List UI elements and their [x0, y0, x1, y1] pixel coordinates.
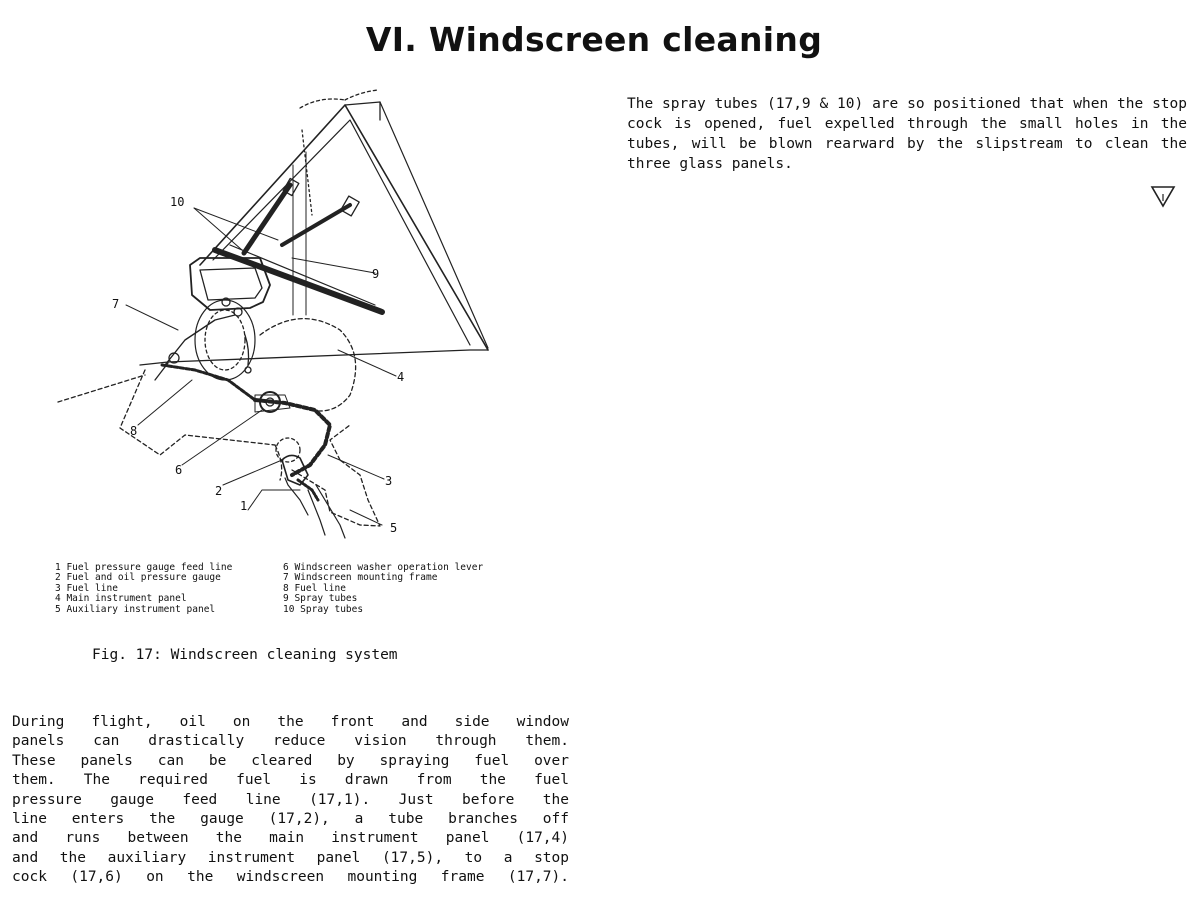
callout-1: 1: [240, 499, 248, 513]
callout-10: 10: [170, 195, 185, 209]
body-line: them. The required fuel is drawn from the fuel: [12, 772, 569, 789]
legend-column-right: [283, 563, 483, 615]
figure-legend: [55, 563, 525, 615]
windscreen-cleaning-diagram: [50, 80, 530, 540]
body-line: and runs between the main instrument panel (17,4): [12, 830, 569, 847]
legend-item: 6 Windscreen washer operation lever: [283, 562, 484, 573]
body-paragraph: [12, 713, 569, 888]
legend-item: 5 Auxiliary instrument panel: [55, 603, 216, 615]
callout-5: 5: [390, 521, 398, 535]
callout-4: 4: [397, 370, 405, 384]
callout-6: 6: [175, 463, 183, 477]
figure-caption: Fig. 17: Windscreen cleaning system: [92, 647, 398, 663]
callout-8: 8: [130, 424, 138, 438]
legend-item: 2 Fuel and oil pressure gauge: [55, 572, 221, 584]
down-triangle-icon: [1150, 183, 1176, 209]
body-line: and the auxiliary instrument panel (17,5), to a stop: [12, 849, 569, 866]
body-line: panels can drastically reduce vision through them.: [12, 733, 569, 750]
legend-item: 4 Main instrument panel: [55, 593, 187, 605]
intro-paragraph: [627, 94, 1187, 174]
legend-item: 1 Fuel pressure gauge feed line: [55, 562, 233, 573]
legend-item: 9 Spray tubes: [283, 593, 358, 605]
legend-item: 7 Windscreen mounting frame: [283, 572, 438, 584]
body-line: cock (17,6) on the windscreen mounting frame (17,7).: [12, 869, 569, 886]
legend-item: 10 Spray tubes: [283, 603, 364, 615]
page-title: VI. Windscreen cleaning: [365, 20, 823, 60]
callout-9: 9: [372, 267, 380, 281]
body-line: These panels can be cleared by spraying fuel over: [12, 752, 569, 769]
body-line: pressure gauge feed line (17,1). Just before the: [12, 791, 569, 808]
body-line: During flight, oil on the front and side window: [12, 714, 569, 730]
callout-2: 2: [215, 484, 223, 498]
legend-column-left: [55, 563, 283, 615]
legend-item: 3 Fuel line: [55, 582, 118, 594]
intro-text: The spray tubes (17,9 & 10) are so positioned that when the stop cock is opened, fuel expelled through the small holes in the tubes, will be blown rearward by the slipstream to clean the three glass panels.: [627, 96, 1187, 172]
callout-3: 3: [385, 474, 393, 488]
callout-7: 7: [112, 297, 120, 311]
body-line: line enters the gauge (17,2), a tube branches off: [12, 811, 569, 828]
legend-item: 8 Fuel line: [283, 582, 346, 594]
